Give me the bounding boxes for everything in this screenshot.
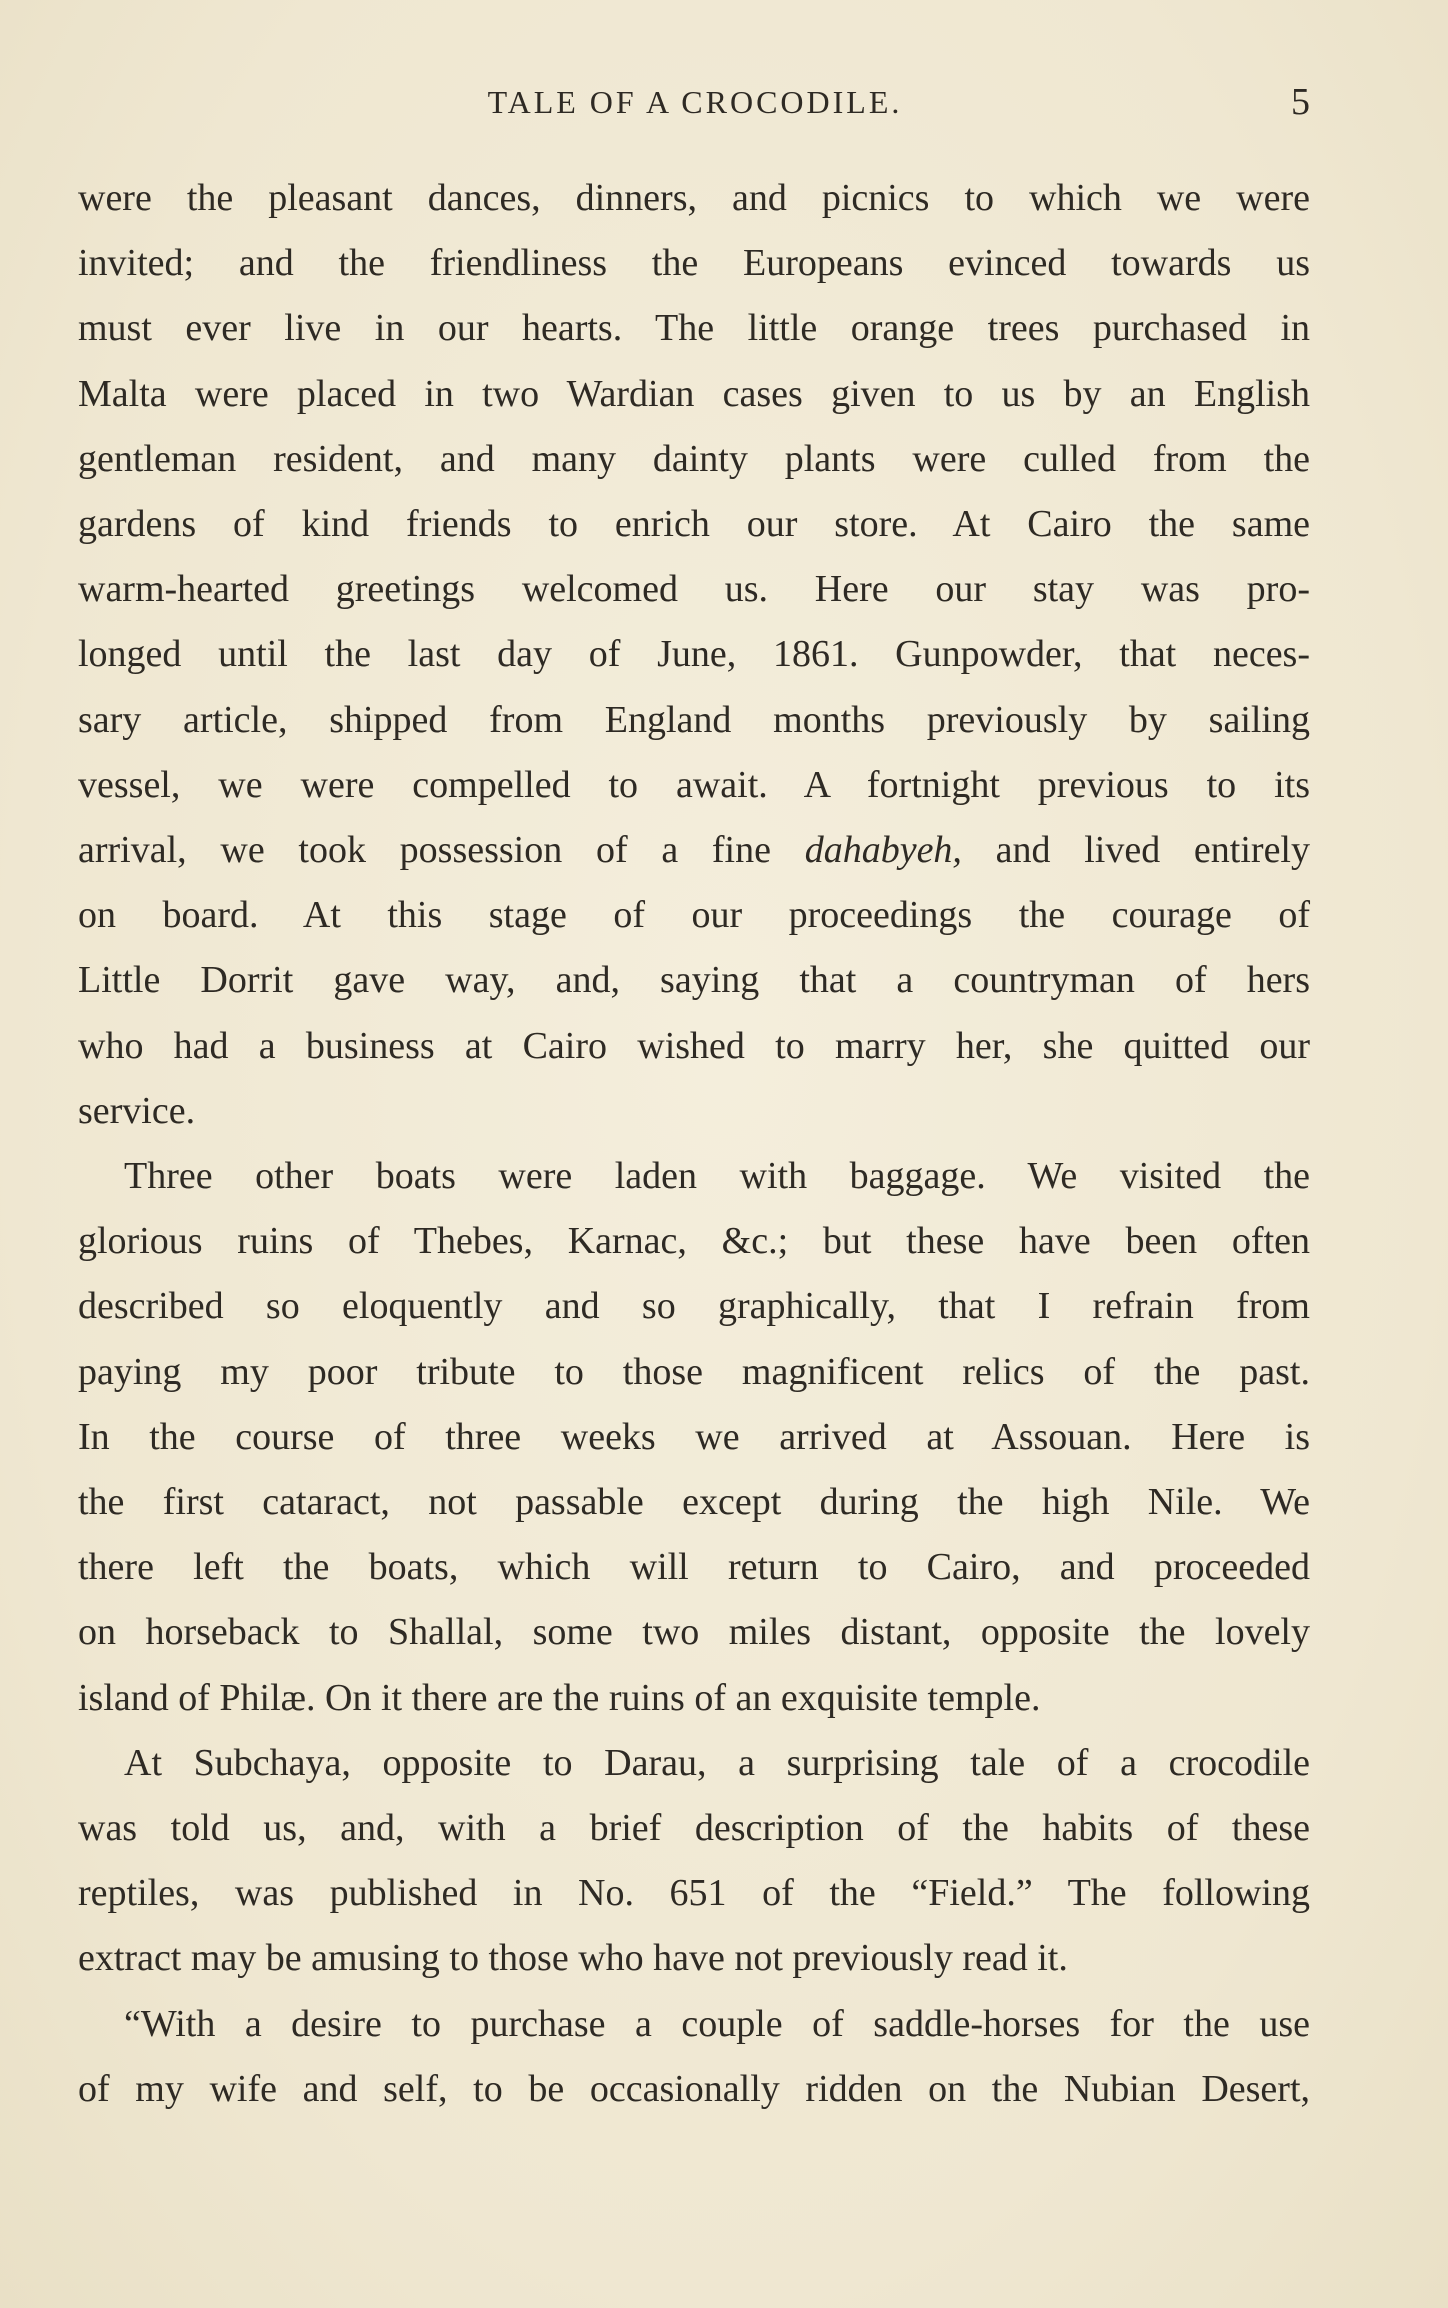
text-line: there left the boats, which will return to Cairo, and proceeded <box>78 1546 1310 1589</box>
running-head <box>80 78 1310 128</box>
text-line: Little Dorrit gave way, and, saying that a countryman of hers <box>78 959 1310 1002</box>
text-line: In the course of three weeks we arrived at Assouan. Here is <box>78 1415 1310 1458</box>
text-line: described so eloquently and so graphically, that I refrain from <box>78 1285 1310 1328</box>
text-line: invited; and the friendliness the Europeans evinced towards us <box>78 242 1310 285</box>
text-line: Malta were placed in two Wardian cases given to us by an English <box>78 372 1310 415</box>
running-title: TALE OF A CROCODILE. <box>487 84 903 120</box>
italic-word-dahabyeh: dahabyeh, <box>804 829 962 872</box>
text-segment: and lived entirely <box>961 829 1310 872</box>
text-line: paying my poor tribute to those magnificent relics of the past. <box>78 1350 1310 1393</box>
text-line: “With a desire to purchase a couple of saddle-horses for the use <box>124 2002 1310 2045</box>
text-line: extract may be amusing to those who have not previously read it. <box>78 1937 1068 1980</box>
text-line: on horseback to Shallal, some two miles distant, opposite the lovely <box>78 1611 1310 1654</box>
text-line: on board. At this stage of our proceedings the courage of <box>78 894 1310 937</box>
text-segment: arrival, we took possession of a fine <box>78 829 805 872</box>
text-line: gardens of kind friends to enrich our store. At Cairo the same <box>78 503 1310 546</box>
text-line: vessel, we were compelled to await. A fortnight previous to its <box>78 763 1310 806</box>
text-line-with-italic <box>78 818 1310 883</box>
paragraph-1 <box>78 166 1310 1144</box>
page-number: 5 <box>1291 81 1310 123</box>
text-line: was told us, and, with a brief description of the habits of these <box>78 1807 1310 1850</box>
text-line: warm-hearted greetings welcomed us. Here our stay was pro- <box>78 568 1310 611</box>
text-line: longed until the last day of June, 1861. Gunpowder, that neces- <box>78 633 1310 676</box>
text-line: gentleman resident, and many dainty plants were culled from the <box>78 437 1310 480</box>
text-line: must ever live in our hearts. The little orange trees purchased in <box>78 307 1310 350</box>
text-line: were the pleasant dances, dinners, and picnics to which we were <box>78 177 1310 219</box>
body-text <box>78 166 1310 2122</box>
text-line: At Subchaya, opposite to Darau, a surprising tale of a crocodile <box>124 1741 1310 1784</box>
paragraph-4 <box>78 1992 1310 2122</box>
paragraph-3 <box>78 1731 1310 1992</box>
text-line: of my wife and self, to be occasionally ridden on the Nubian Desert, <box>78 2067 1310 2110</box>
text-line: sary article, shipped from England months previously by sailing <box>78 698 1310 741</box>
text-line: island of Philæ. On it there are the ruins of an exquisite temple. <box>78 1676 1041 1719</box>
text-line: service. <box>78 1089 196 1132</box>
text-line: reptiles, was published in No. 651 of the “Field.” The following <box>78 1872 1310 1915</box>
text-line: Three other boats were laden with baggage. We visited the <box>124 1155 1310 1198</box>
text-line: glorious ruins of Thebes, Karnac, &c.; but these have been often <box>78 1220 1310 1263</box>
text-line: the first cataract, not passable except during the high Nile. We <box>78 1481 1310 1524</box>
text-line: who had a business at Cairo wished to marry her, she quitted our <box>78 1024 1310 1067</box>
paragraph-2 <box>78 1144 1310 1731</box>
